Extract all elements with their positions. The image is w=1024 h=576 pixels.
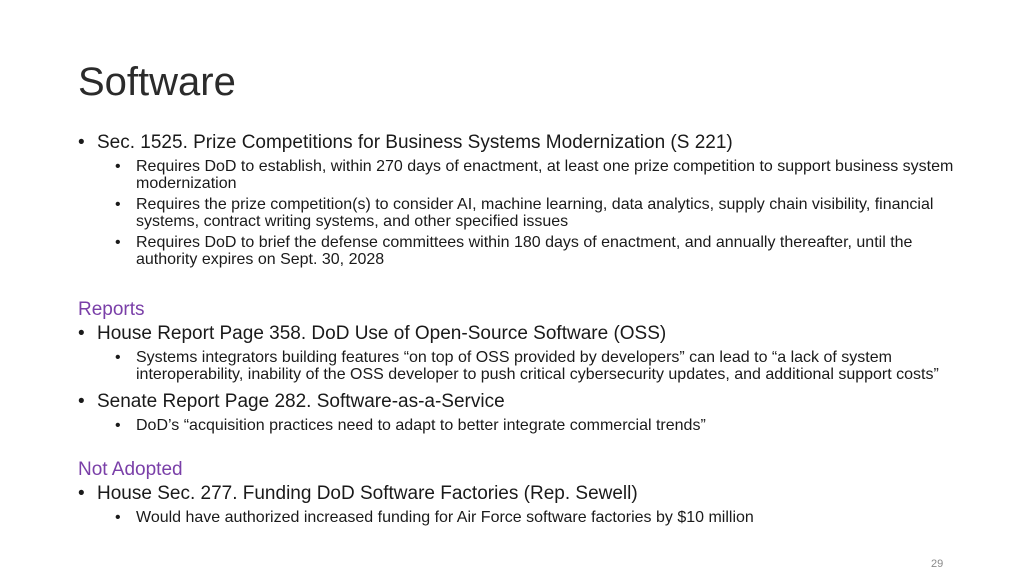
not-adopted-heading: Not Adopted [78, 459, 183, 480]
slide-title: Software [78, 60, 236, 104]
bullet-house-sec-277: • House Sec. 277. Funding DoD Software Factories (Rep. Sewell) [78, 483, 958, 505]
bullet-senate-report: • Senate Report Page 282. Software-as-a-Service [78, 391, 958, 413]
slide-content [78, 130, 958, 526]
bullet-house-report: • House Report Page 358. DoD Use of Open-Source Software (OSS) [78, 323, 958, 345]
subbullet: • Would have authorized increased funding for Air Force software factories by $10 million [136, 509, 958, 526]
subbullet: • Requires DoD to establish, within 270 days of enactment, at least one prize competition to support business system modernization [136, 158, 958, 192]
subbullet: • Requires DoD to brief the defense committees within 180 days of enactment, and annually thereafter, until the authority expires on Sept. 30, 2028 [136, 234, 958, 268]
page-number: 29 [931, 558, 944, 570]
reports-heading: Reports [78, 299, 145, 320]
subbullet: • Systems integrators building features “on top of OSS provided by developers” can lead to “a lack of system interoperability, inability of the OSS developer to push critical cybersecurity updates, and additional support costs” [136, 349, 958, 383]
bullet-sec-1525: • Sec. 1525. Prize Competitions for Business Systems Modernization (S 221) [78, 132, 958, 154]
subbullet: • Requires the prize competition(s) to consider AI, machine learning, data analytics, supply chain visibility, financial systems, contract writing systems, and other specified issues [136, 196, 958, 230]
subbullet: • DoD’s “acquisition practices need to adapt to better integrate commercial trends” [136, 417, 958, 434]
